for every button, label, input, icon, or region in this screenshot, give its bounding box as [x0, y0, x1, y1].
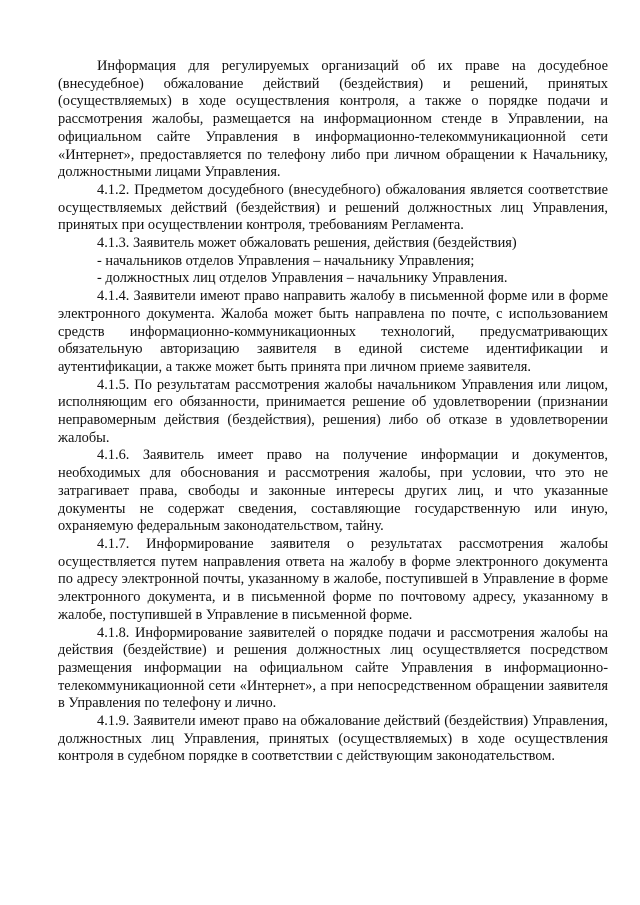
paragraph-4-1-4: 4.1.4. Заявители имеют право направить жалобу в письменной форме или в форме электронного документа. Жалоба может быть направлена по почте, с использованием средств информационно-коммуникационных технологий, предусматривающих обязательную авторизацию заявителя в единой системе идентификации и аутентификации, а также может быть принята при личном приеме заявителя. [58, 288, 608, 375]
list-item-department-heads: - начальников отделов Управления – начальнику Управления; [97, 252, 475, 269]
paragraph-4-1-5: 4.1.5. По результатам рассмотрения жалобы начальником Управления или лицом, исполняющим его обязанности, принимается решение об удовлетворении (признании неправомерным действия (бездействия), решения) либо об отказе в удовлетворении жалобы. [58, 376, 608, 446]
paragraph-4-1-2: 4.1.2. Предметом досудебного (внесудебного) обжалования является соответствие осуществляемых действий (бездействия) и решений должностных лиц Управления, принятых при осуществлении контроля, требованиям Регламента. [58, 181, 608, 234]
paragraph-4-1-7: 4.1.7. Информирование заявителя о результатах рассмотрения жалобы осуществляется путем направления ответа на жалобу в форме электронного документа по адресу электронной почты, указанному в жалобе, поступившей в Управление в форме электронного документа, и в письменной форме по почтовому адресу, указанному в жалобе, поступившей в Управление в письменной форме. [58, 535, 608, 623]
paragraph-info-intro: Информация для регулируемых организаций об их праве на досудебное (внесудебное) обжалование действий (бездействия) и решений, принятых (осуществляемых) в ходе осуществления контроля, а также о порядке подачи и рассмотрения жалобы, размещается на информационном стенде в Управлении, на официальном сайте Управления в информационно-телекоммуникационной сети «Интернет», предоставляется по телефону либо при личном обращении к Начальнику, должностными лицами Управления. [58, 58, 608, 181]
paragraph-4-1-9: 4.1.9. Заявители имеют право на обжалование действий (бездействия) Управления, должностных лиц Управления, принятых (осуществляемых) в ходе осуществления контроля в судебном порядке в соответствии с действующим законодательством. [58, 713, 608, 765]
document-page [58, 58, 608, 766]
paragraph-4-1-3: 4.1.3. Заявитель может обжаловать решения, действия (бездействия) [97, 235, 517, 252]
paragraph-4-1-8: 4.1.8. Информирование заявителей о порядке подачи и рассмотрения жалобы на действия (бездействие) и решения должностных лиц осуществляется посредством размещения информации на официальном сайте Управления в информационно-телекоммуникационной сети «Интернет», а при непосредственном обращении заявителя в Управления по телефону и лично. [58, 624, 608, 712]
paragraph-4-1-6: 4.1.6. Заявитель имеет право на получение информации и документов, необходимых для обоснования и рассмотрения жалобы, при условии, что это не затрагивает права, свободы и законные интересы других лиц, и что указанные документы не содержат сведения, составляющие государственную или иную, охраняемую федеральным законодательством, тайну. [58, 447, 608, 535]
list-item-department-officials: - должностных лиц отделов Управления – начальнику Управления. [97, 270, 508, 287]
